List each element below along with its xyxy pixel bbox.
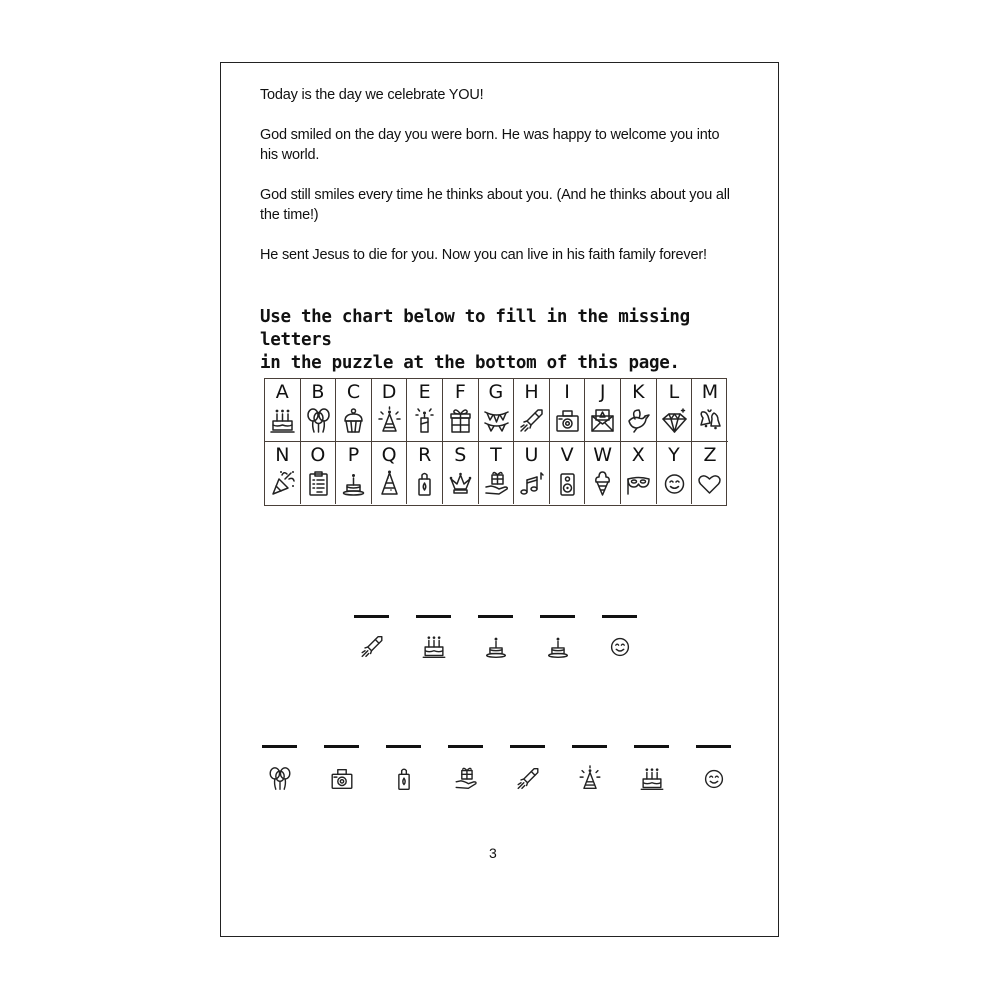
word2-letter-blank[interactable] [448, 745, 483, 748]
chart-cell-x [621, 442, 657, 505]
chart-letter: V [560, 443, 574, 466]
party-hat-confetti-icon [376, 406, 403, 436]
chart-cell-d [372, 379, 408, 442]
birthday-cake-icon [639, 765, 665, 793]
word2-letter-blank[interactable] [696, 745, 731, 748]
instruction-line-2: in the puzzle at the bottom of this page. [260, 353, 680, 373]
word2-clue [639, 765, 665, 791]
paragraph-4: He sent Jesus to die for you. Now you can live in his faith family forever! [260, 247, 707, 263]
chart-cell-w [585, 442, 621, 505]
chart-cell-y [657, 442, 693, 505]
chart-letter: F [454, 381, 466, 403]
word1-letter-blank[interactable] [602, 615, 637, 618]
mask-icon [625, 469, 652, 499]
chart-letter: O [310, 443, 326, 466]
candle-icon [411, 469, 438, 499]
paragraph-1: Today is the day we celebrate YOU! [260, 87, 484, 103]
firework-rocket-icon [515, 765, 541, 793]
chart-cell-f [443, 379, 479, 442]
word1-letter-blank[interactable] [478, 615, 513, 618]
paragraph-3: God still smiles every time he thinks about you. (And he thinks about you all the time!) [260, 187, 730, 223]
word2-clue [701, 765, 727, 791]
envelope-icon [589, 406, 616, 436]
smiley-face-icon [661, 469, 688, 499]
camera-icon [554, 406, 581, 436]
smiley-face-icon [701, 765, 727, 793]
chart-cell-i [550, 379, 586, 442]
bells-icon [696, 406, 723, 436]
chart-letter: Z [703, 443, 717, 466]
chart-cell-a [265, 379, 301, 442]
chart-cell-m [692, 379, 728, 442]
instruction-text [260, 306, 740, 375]
small-cake-icon [545, 633, 571, 661]
chart-cell-g [479, 379, 515, 442]
bunting-icon [483, 406, 510, 436]
cupcake-icon [340, 406, 367, 436]
chart-letter: G [488, 381, 504, 403]
birthday-cake-icon [269, 406, 296, 436]
word1-clue [421, 633, 447, 659]
word1-clue [545, 633, 571, 659]
ice-cream-icon [589, 469, 616, 499]
word1-clue [359, 633, 385, 659]
word1-clue [483, 633, 509, 659]
letter-icon-chart [264, 378, 727, 506]
chart-letter: R [418, 443, 432, 466]
gift-in-hand-icon [483, 469, 510, 499]
word2-letter-blank[interactable] [510, 745, 545, 748]
firework-rocket-icon [359, 633, 385, 661]
chart-cell-z [692, 442, 728, 505]
word2-clue [453, 765, 479, 791]
chart-letter: T [490, 443, 502, 466]
chart-letter: A [275, 381, 289, 403]
chart-letter: D [381, 381, 397, 403]
smiley-face-icon [607, 633, 633, 661]
word1-clue [607, 633, 633, 659]
chart-cell-k [621, 379, 657, 442]
chart-letter: Q [381, 443, 397, 466]
chart-letter: L [668, 381, 680, 403]
camera-icon [329, 765, 355, 793]
balloons-icon [267, 765, 293, 793]
gift-in-hand-icon [453, 765, 479, 793]
chart-cell-c [336, 379, 372, 442]
candle-sparkle-icon [411, 406, 438, 436]
chart-letter: U [524, 443, 539, 466]
party-hat-icon [376, 469, 403, 499]
dove-icon [625, 406, 652, 436]
word1-letter-blank[interactable] [354, 615, 389, 618]
chart-cell-t [479, 442, 515, 505]
word2-letter-blank[interactable] [386, 745, 421, 748]
gift-box-icon [447, 406, 474, 436]
word1-letter-blank[interactable] [540, 615, 575, 618]
firework-rocket-icon [518, 406, 545, 436]
music-notes-icon [518, 469, 545, 499]
diamond-icon [661, 406, 688, 436]
chart-letter: X [631, 443, 645, 466]
word2-letter-blank[interactable] [262, 745, 297, 748]
chart-letter: H [524, 381, 539, 403]
chart-letter: Y [668, 443, 680, 466]
party-popper-icon [269, 469, 296, 499]
word2-clue [391, 765, 417, 791]
speaker-icon [554, 469, 581, 499]
word2-clue [329, 765, 355, 791]
chart-cell-b [301, 379, 337, 442]
chart-cell-n [265, 442, 301, 505]
word2-clue [267, 765, 293, 791]
page-number: 3 [489, 845, 497, 861]
clipboard-list-icon [305, 469, 332, 499]
chart-letter: E [418, 381, 431, 403]
chart-cell-l [657, 379, 693, 442]
chart-cell-j [585, 379, 621, 442]
chart-letter: C [346, 381, 361, 403]
chart-letter: B [311, 381, 325, 403]
instruction-line-1: Use the chart below to fill in the missing letters [260, 307, 690, 350]
chart-cell-h [514, 379, 550, 442]
chart-cell-s [443, 442, 479, 505]
word2-letter-blank[interactable] [324, 745, 359, 748]
chart-cell-u [514, 442, 550, 505]
candle-icon [391, 765, 417, 793]
chart-cell-p [336, 442, 372, 505]
balloons-icon [305, 406, 332, 436]
party-hat-confetti-icon [577, 765, 603, 793]
heart-icon [696, 469, 723, 499]
word1-letter-blank[interactable] [416, 615, 451, 618]
word2-letter-blank[interactable] [572, 745, 607, 748]
workbook-page [220, 62, 779, 937]
crown-icon [447, 469, 474, 499]
chart-letter: J [599, 381, 606, 403]
chart-letter: P [347, 443, 360, 466]
small-cake-icon [340, 469, 367, 499]
chart-letter: N [275, 443, 290, 466]
birthday-cake-icon [421, 633, 447, 661]
chart-letter: K [632, 381, 645, 403]
word2-letter-blank[interactable] [634, 745, 669, 748]
word2-clue [577, 765, 603, 791]
small-cake-icon [483, 633, 509, 661]
chart-cell-r [407, 442, 443, 505]
chart-letter: W [593, 443, 613, 466]
paragraph-2: God smiled on the day you were born. He was happy to welcome you into his world. [260, 127, 720, 163]
chart-letter: I [564, 381, 570, 403]
word2-clue [515, 765, 541, 791]
chart-cell-e [407, 379, 443, 442]
chart-cell-v [550, 442, 586, 505]
chart-cell-o [301, 442, 337, 505]
chart-cell-q [372, 442, 408, 505]
chart-letter: S [454, 443, 467, 466]
chart-letter: M [701, 381, 719, 403]
